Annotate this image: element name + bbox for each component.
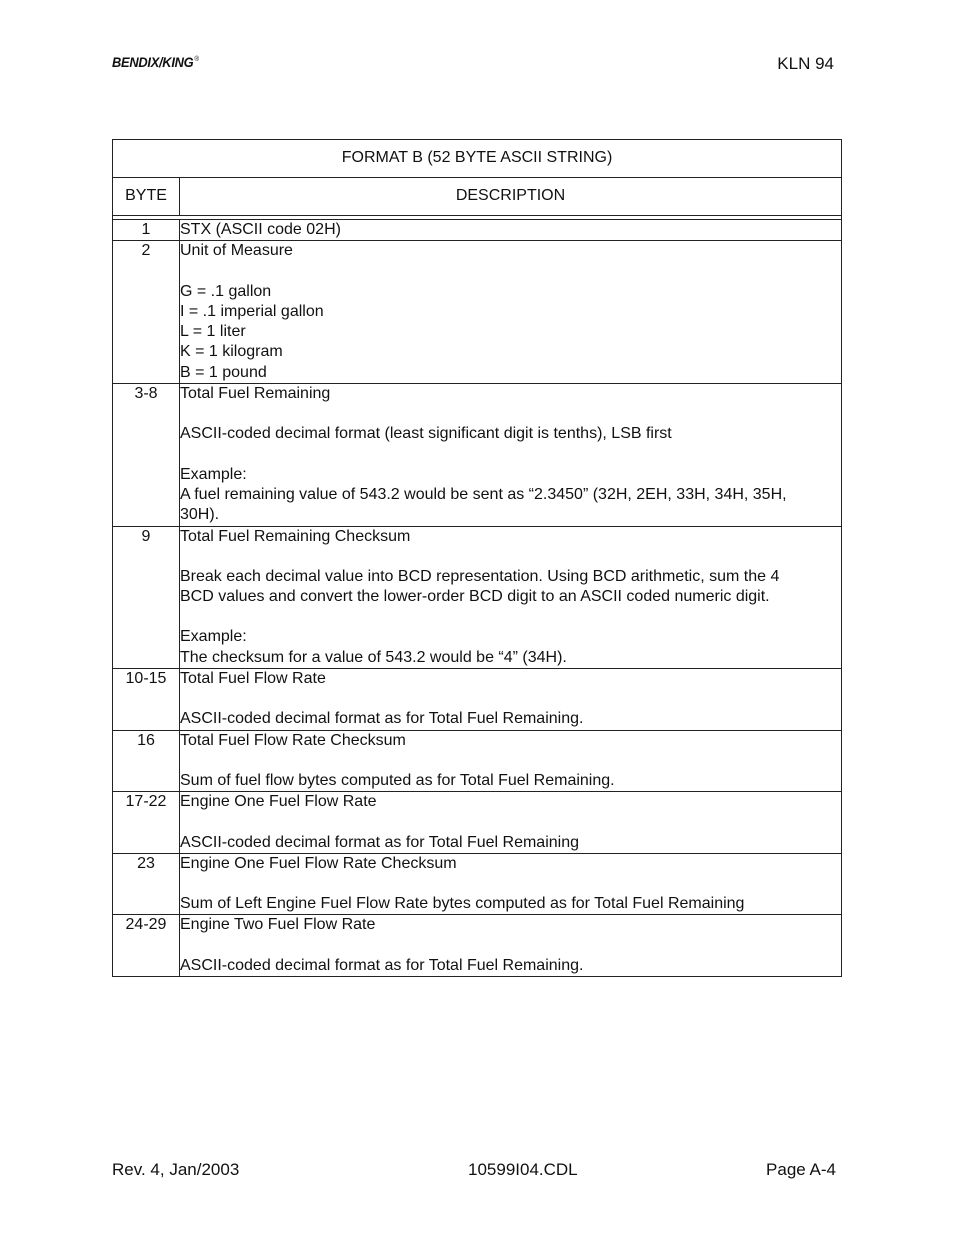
description-paragraph [180, 709, 841, 729]
description-line: ASCII-coded decimal format as for Total Fuel Remaining. [180, 710, 584, 728]
column-header-byte: BYTE [113, 178, 180, 216]
description-line: 30H). [180, 506, 220, 524]
description-cell [180, 792, 842, 854]
description-line: Sum of Left Engine Fuel Flow Rate bytes computed as for Total Fuel Remaining [180, 895, 745, 913]
byte-cell: 3-8 [113, 384, 180, 526]
description-line: K = 1 kilogram [180, 343, 283, 361]
table-row [113, 915, 842, 977]
description-line: Total Fuel Remaining [180, 385, 331, 403]
byte-cell: 16 [113, 730, 180, 792]
table-row [113, 384, 842, 526]
description-paragraph [180, 731, 841, 751]
description-line: Example: [180, 465, 247, 483]
table-row [113, 669, 842, 731]
description-line: G = .1 gallon [180, 282, 272, 300]
description-paragraph [180, 833, 841, 853]
description-line: The checksum for a value of 543.2 would be “4” (34H). [180, 648, 567, 666]
description-line: ASCII-coded decimal format (least significant digit is tenths), LSB first [180, 425, 672, 443]
description-cell [180, 730, 842, 792]
description-paragraph [180, 854, 841, 874]
table-row [113, 792, 842, 854]
column-header-description: DESCRIPTION [180, 178, 842, 216]
byte-cell: 10-15 [113, 669, 180, 731]
model-label: KLN 94 [777, 54, 834, 73]
footer-document-id: 10599I04.CDL [468, 1160, 578, 1179]
table-row [113, 526, 842, 668]
brand-logo [112, 54, 199, 70]
description-line: BCD values and convert the lower-order BCD digit to an ASCII coded numeric digit. [180, 588, 770, 606]
footer-page-number: Page A-4 [766, 1160, 836, 1179]
description-paragraph [180, 424, 841, 444]
description-cell [180, 669, 842, 731]
description-paragraph [180, 527, 841, 547]
description-cell [180, 241, 842, 384]
description-line: I = .1 imperial gallon [180, 302, 324, 320]
description-cell [180, 915, 842, 977]
description-line: L = 1 liter [180, 323, 246, 341]
description-paragraph [180, 956, 841, 976]
description-line: Total Fuel Flow Rate Checksum [180, 731, 406, 749]
table-title-row [113, 140, 842, 178]
description-paragraph [180, 915, 841, 935]
byte-cell: 23 [113, 853, 180, 915]
format-table [112, 139, 842, 977]
description-paragraph [180, 282, 841, 383]
table-row [113, 853, 842, 915]
description-line: Engine One Fuel Flow Rate Checksum [180, 854, 457, 872]
table-row [113, 730, 842, 792]
description-paragraph [180, 894, 841, 914]
byte-cell: 2 [113, 241, 180, 384]
description-line: STX (ASCII code 02H) [180, 221, 341, 238]
table-row [113, 241, 842, 384]
format-table-body [113, 140, 842, 977]
description-paragraph [180, 241, 841, 261]
description-line: Engine Two Fuel Flow Rate [180, 916, 376, 934]
table-title: FORMAT B (52 BYTE ASCII STRING) [113, 140, 842, 178]
description-cell [180, 526, 842, 668]
byte-cell: 17-22 [113, 792, 180, 854]
table-row [113, 220, 842, 241]
footer-revision: Rev. 4, Jan/2003 [112, 1160, 240, 1179]
description-line: ASCII-coded decimal format as for Total Fuel Remaining. [180, 956, 584, 974]
description-line: Total Fuel Flow Rate [180, 670, 326, 688]
description-line: Unit of Measure [180, 242, 293, 260]
description-paragraph [180, 627, 841, 668]
description-paragraph [180, 669, 841, 689]
description-paragraph [180, 567, 841, 608]
registered-mark: ® [194, 56, 199, 64]
description-paragraph [180, 220, 841, 240]
brand-logo-text: BENDIX/KING [112, 54, 194, 70]
description-line: Engine One Fuel Flow Rate [180, 793, 377, 811]
description-line: Total Fuel Remaining Checksum [180, 527, 411, 545]
description-cell [180, 384, 842, 526]
byte-cell: 1 [113, 220, 180, 241]
byte-cell: 9 [113, 526, 180, 668]
description-paragraph [180, 792, 841, 812]
description-line: ASCII-coded decimal format as for Total Fuel Remaining [180, 833, 579, 851]
description-line: A fuel remaining value of 543.2 would be sent as “2.3450” (32H, 2EH, 33H, 34H, 35H, [180, 485, 787, 503]
table-header-row [113, 178, 842, 216]
description-paragraph [180, 465, 841, 526]
description-line: B = 1 pound [180, 363, 267, 381]
description-cell [180, 220, 842, 241]
description-line: Example: [180, 628, 247, 646]
description-line: Sum of fuel flow bytes computed as for Total Fuel Remaining. [180, 771, 615, 789]
byte-cell: 24-29 [113, 915, 180, 977]
description-paragraph [180, 771, 841, 791]
description-line: Break each decimal value into BCD representation. Using BCD arithmetic, sum the 4 [180, 567, 780, 585]
description-cell [180, 853, 842, 915]
description-paragraph [180, 384, 841, 404]
